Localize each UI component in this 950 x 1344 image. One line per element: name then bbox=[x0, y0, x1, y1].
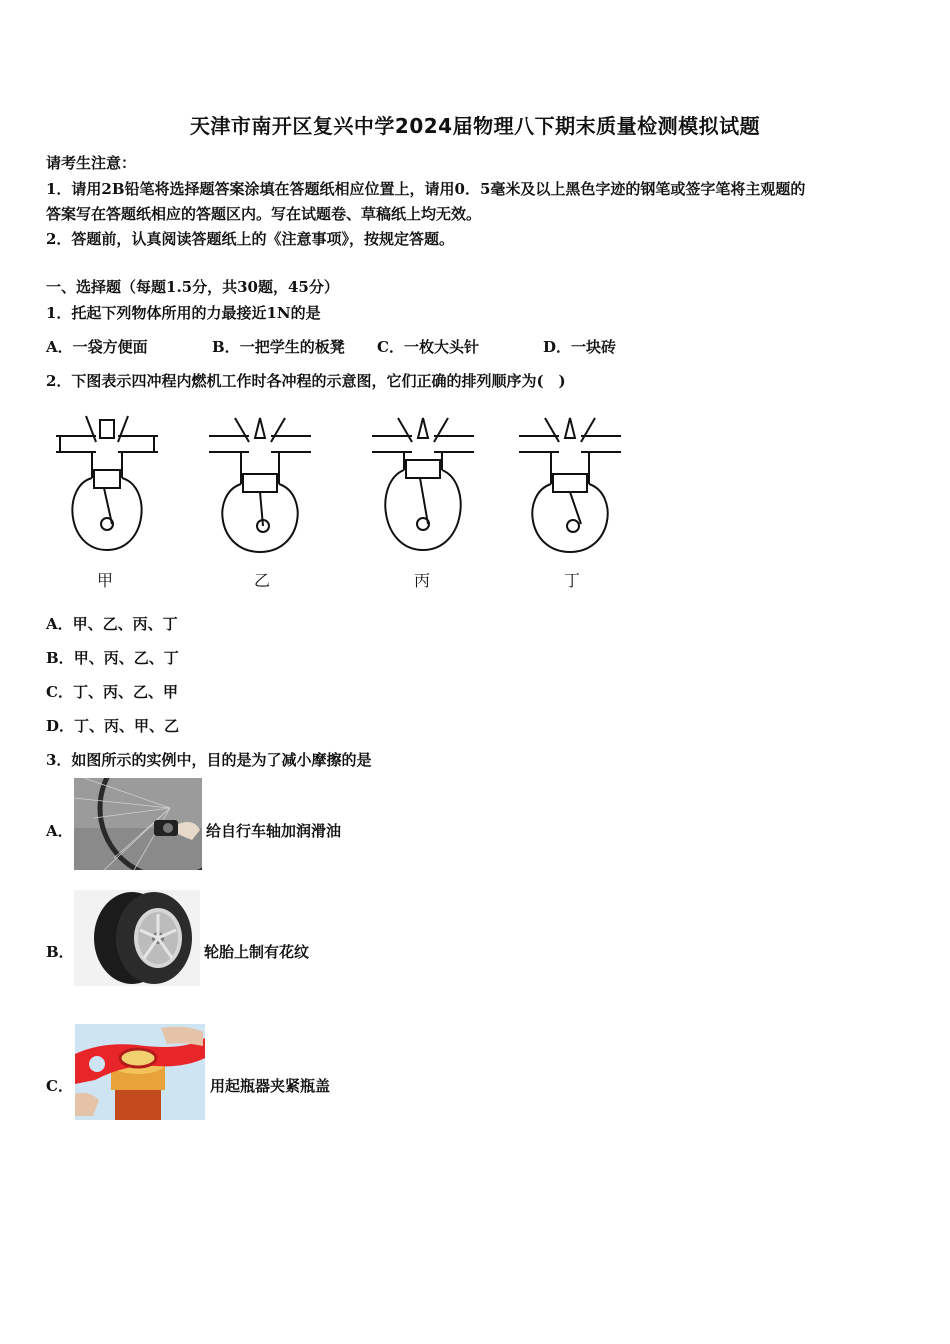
section-heading: 一、选择题（每题1.5分，共30题，45分） bbox=[46, 278, 339, 296]
notice-line-1: 1．请用2B铅笔将选择题答案涂填在答题纸相应位置上，请用0．5毫米及以上黑色字迹的钢笔或签字笔将主观题的 bbox=[46, 180, 806, 198]
option-label: B． bbox=[212, 338, 240, 356]
notice-line-1b: 答案写在答题纸相应的答题区内。写在试题卷、草稿纸上均无效。 bbox=[46, 205, 482, 223]
bottle-opener-photo bbox=[75, 1024, 205, 1120]
q3-option-b-label: B． bbox=[46, 943, 74, 961]
q2-option-b bbox=[46, 647, 179, 668]
tire-photo bbox=[74, 890, 200, 986]
q3-option-a-text: 给自行车轴加润滑油 bbox=[206, 822, 342, 840]
figure-label-bing: 丙 bbox=[414, 571, 431, 590]
option-label: C． bbox=[46, 683, 73, 701]
q3-option-b-text: 轮胎上制有花纹 bbox=[204, 943, 310, 961]
engine-diagram-jia bbox=[52, 412, 162, 558]
option-label: D． bbox=[46, 717, 75, 735]
option-text: 丁、丙、乙、甲 bbox=[72, 683, 178, 701]
notice-heading: 请考生注意： bbox=[46, 154, 137, 172]
engine-diagram-ding bbox=[515, 412, 625, 558]
option-label: C． bbox=[377, 338, 404, 356]
option-label: A． bbox=[46, 338, 73, 356]
q2-option-c bbox=[46, 681, 178, 702]
option-label: A． bbox=[46, 615, 73, 633]
option-text: 一枚大头针 bbox=[403, 338, 479, 356]
option-text: 甲、丙、乙、丁 bbox=[73, 649, 179, 667]
figure-label-jia: 甲 bbox=[97, 571, 114, 590]
q2-option-d bbox=[46, 715, 179, 736]
option-text: 甲、乙、丙、丁 bbox=[72, 615, 178, 633]
q1-option-d bbox=[543, 336, 616, 357]
q3-option-c-label: C． bbox=[46, 1077, 73, 1095]
q3-stem: 3．如图所示的实例中，目的是为了减小摩擦的是 bbox=[46, 751, 372, 769]
option-text: 一袋方便面 bbox=[72, 338, 148, 356]
figure-label-yi: 乙 bbox=[254, 571, 271, 590]
q1-option-b bbox=[212, 336, 345, 357]
option-text: 一把学生的板凳 bbox=[239, 338, 345, 356]
engine-diagram-bing bbox=[368, 412, 478, 558]
q2-option-a bbox=[46, 613, 178, 634]
bicycle-oiling-photo bbox=[74, 778, 202, 870]
option-label: D． bbox=[543, 338, 572, 356]
page-title: 天津市南开区复兴中学2024届物理八下期末质量检测模拟试题 bbox=[189, 114, 761, 138]
q1-stem: 1．托起下列物体所用的力最接近1N的是 bbox=[46, 304, 321, 322]
option-text: 丁、丙、甲、乙 bbox=[74, 717, 180, 735]
option-text: 一块砖 bbox=[571, 338, 617, 356]
figure-label-ding: 丁 bbox=[564, 571, 581, 590]
notice-line-2: 2．答题前，认真阅读答题纸上的《注意事项》，按规定答题。 bbox=[46, 230, 454, 248]
q1-option-c bbox=[377, 336, 479, 357]
engine-diagram-yi bbox=[205, 412, 315, 558]
q1-option-a bbox=[46, 336, 148, 357]
q2-stem: 2．下图表示四冲程内燃机工作时各冲程的示意图，它们正确的排列顺序为( ) bbox=[46, 372, 566, 390]
q3-option-a-label: A． bbox=[46, 822, 73, 840]
q3-option-c-text: 用起瓶器夹紧瓶盖 bbox=[210, 1077, 331, 1095]
option-label: B． bbox=[46, 649, 74, 667]
